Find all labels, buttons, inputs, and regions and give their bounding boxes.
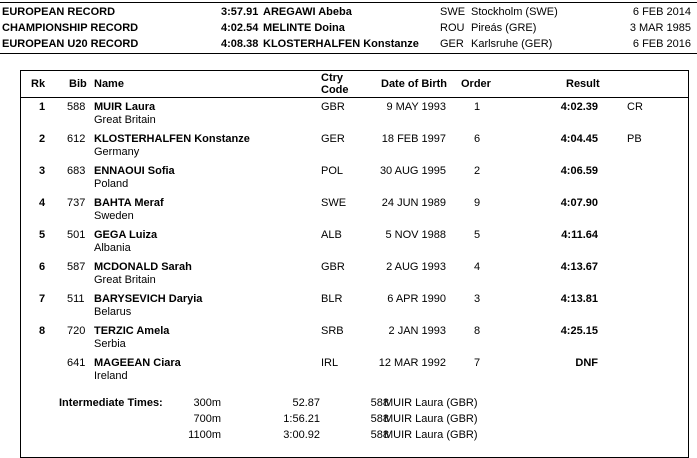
athlete-country: Ireland [94, 370, 128, 382]
country-code: GER [321, 133, 345, 145]
country-code: SWE [321, 197, 347, 209]
record-row [0, 6, 697, 22]
date-of-birth: 30 AUG 1995 [379, 165, 446, 177]
results-table [20, 70, 689, 458]
table-row [21, 261, 690, 293]
country-code: ALB [321, 229, 342, 241]
rank-cell: 3 [39, 165, 46, 177]
split-row [21, 413, 690, 429]
athlete-country: Great Britain [94, 274, 156, 286]
date-of-birth: 24 JUN 1989 [381, 197, 446, 209]
date-of-birth: 6 APR 1990 [387, 293, 446, 305]
order-cell: 6 [474, 133, 481, 145]
result-cell: 4:11.64 [561, 229, 598, 241]
order-cell: 4 [474, 261, 481, 273]
date-of-birth: 12 MAR 1992 [378, 357, 446, 369]
date-of-birth: 9 MAY 1993 [386, 101, 446, 113]
country-code: BLR [321, 293, 343, 305]
result-cell: 4:02.39 [560, 101, 598, 113]
athlete-name: ENNAOUI Sofia [94, 165, 175, 177]
header-order: Order [461, 78, 491, 90]
record-row [0, 22, 697, 38]
athlete-name: MAGEEAN Ciara [94, 357, 181, 369]
country-code: SRB [321, 325, 344, 337]
header-result: Result [566, 78, 600, 90]
athlete-name: GEGA Luiza [94, 229, 158, 241]
split-leader: MUIR Laura (GBR) [384, 429, 478, 441]
order-cell: 9 [474, 197, 481, 209]
record-country: SWE [440, 6, 466, 18]
rank-cell: 6 [39, 261, 46, 273]
athlete-country: Belarus [94, 306, 132, 318]
date-of-birth: 2 JAN 1993 [388, 325, 446, 337]
split-distance: 300m [193, 397, 221, 409]
record-time: 3:57.91 [221, 6, 259, 18]
record-date: 6 FEB 2014 [632, 6, 691, 18]
result-cell: 4:13.81 [560, 293, 598, 305]
country-code: GBR [321, 101, 345, 113]
result-cell: DNF [575, 357, 598, 369]
bib-cell: 612 [67, 133, 86, 145]
table-row [21, 165, 690, 197]
athlete-name: KLOSTERHALFEN Konstanze [94, 133, 250, 145]
rank-cell: 4 [39, 197, 46, 209]
athlete-name: MCDONALD Sarah [94, 261, 192, 273]
record-time: 4:08.38 [221, 38, 259, 50]
record-holder: AREGAWI Abeba [263, 6, 352, 18]
split-time: 1:56.21 [283, 413, 320, 425]
record-venue: Karlsruhe (GER) [471, 38, 553, 50]
country-code: GBR [321, 261, 345, 273]
header-rank: Rk [31, 78, 46, 90]
record-date: 6 FEB 2016 [632, 38, 691, 50]
rank-cell: 7 [39, 293, 46, 305]
split-leader: MUIR Laura (GBR) [384, 397, 478, 409]
result-cell: 4:06.59 [560, 165, 598, 177]
order-cell: 3 [474, 293, 481, 305]
split-row [21, 397, 690, 413]
athlete-name: BARYSEVICH Daryia [94, 293, 203, 305]
header-rule [20, 97, 689, 98]
header-dob: Date of Birth [381, 78, 447, 90]
athlete-country: Great Britain [94, 114, 156, 126]
bib-cell: 588 [67, 101, 86, 113]
intermediate-label: Intermediate Times: [59, 397, 163, 409]
athlete-country: Sweden [94, 210, 134, 222]
header-code: Code [321, 84, 349, 96]
table-row [21, 133, 690, 165]
table-header [21, 71, 690, 99]
header-name: Name [94, 78, 124, 90]
record-country: GER [440, 38, 464, 50]
athlete-name: MUIR Laura [94, 101, 156, 113]
record-time: 4:02.54 [221, 22, 259, 34]
athlete-country: Serbia [94, 338, 126, 350]
result-cell: 4:13.67 [560, 261, 598, 273]
bib-cell: 683 [67, 165, 86, 177]
split-time: 3:00.92 [283, 429, 320, 441]
split-leader: MUIR Laura (GBR) [384, 413, 478, 425]
records-block [0, 0, 697, 54]
record-country: ROU [440, 22, 465, 34]
country-code: IRL [321, 357, 339, 369]
order-cell: 8 [474, 325, 481, 337]
record-row [0, 38, 697, 54]
record-venue: Stockholm (SWE) [471, 6, 558, 18]
record-venue: Pireás (GRE) [471, 22, 537, 34]
header-bib: Bib [69, 78, 87, 90]
athlete-country: Albania [94, 242, 131, 254]
date-of-birth: 18 FEB 1997 [381, 133, 446, 145]
bib-cell: 587 [67, 261, 86, 273]
table-row [21, 357, 690, 389]
records-bottom-rule [0, 53, 697, 54]
bib-cell: 641 [67, 357, 86, 369]
record-label: EUROPEAN RECORD [2, 6, 116, 18]
record-date: 3 MAR 1985 [629, 22, 691, 34]
bib-cell: 501 [67, 229, 86, 241]
split-time: 52.87 [292, 397, 320, 409]
result-cell: 4:04.45 [560, 133, 598, 145]
rank-cell: 5 [39, 229, 46, 241]
order-cell: 2 [474, 165, 481, 177]
table-row [21, 293, 690, 325]
athlete-country: Poland [94, 178, 129, 190]
split-distance: 1100m [188, 429, 221, 441]
note-cell: PB [627, 133, 642, 145]
table-row [21, 101, 690, 133]
record-holder: KLOSTERHALFEN Konstanze [263, 38, 419, 50]
athlete-country: Germany [94, 146, 140, 158]
athlete-name: BAHTA Meraf [94, 197, 164, 209]
date-of-birth: 2 AUG 1993 [386, 261, 446, 273]
bib-cell: 737 [67, 197, 86, 209]
date-of-birth: 5 NOV 1988 [385, 229, 446, 241]
rank-cell: 1 [39, 101, 46, 113]
result-cell: 4:07.90 [560, 197, 598, 209]
result-cell: 4:25.15 [560, 325, 598, 337]
split-row [21, 429, 690, 445]
order-cell: 1 [474, 101, 481, 113]
order-cell: 7 [474, 357, 481, 369]
order-cell: 5 [474, 229, 481, 241]
athlete-name: TERZIC Amela [94, 325, 170, 337]
record-holder: MELINTE Doina [263, 22, 345, 34]
record-label: CHAMPIONSHIP RECORD [2, 22, 139, 34]
bib-cell: 511 [67, 293, 85, 305]
table-row [21, 325, 690, 357]
rank-cell: 2 [39, 133, 46, 145]
split-bib: 588 [370, 413, 389, 425]
record-label: EUROPEAN U20 RECORD [2, 38, 139, 50]
records-top-rule [0, 2, 697, 3]
rank-cell: 8 [39, 325, 46, 337]
header-ctry: Ctry [321, 72, 344, 84]
split-bib: 588 [370, 397, 389, 409]
table-row [21, 229, 690, 261]
bib-cell: 720 [67, 325, 86, 337]
split-distance: 700m [193, 413, 221, 425]
table-row [21, 197, 690, 229]
note-cell: CR [627, 101, 643, 113]
country-code: POL [321, 165, 344, 177]
split-bib: 588 [370, 429, 389, 441]
